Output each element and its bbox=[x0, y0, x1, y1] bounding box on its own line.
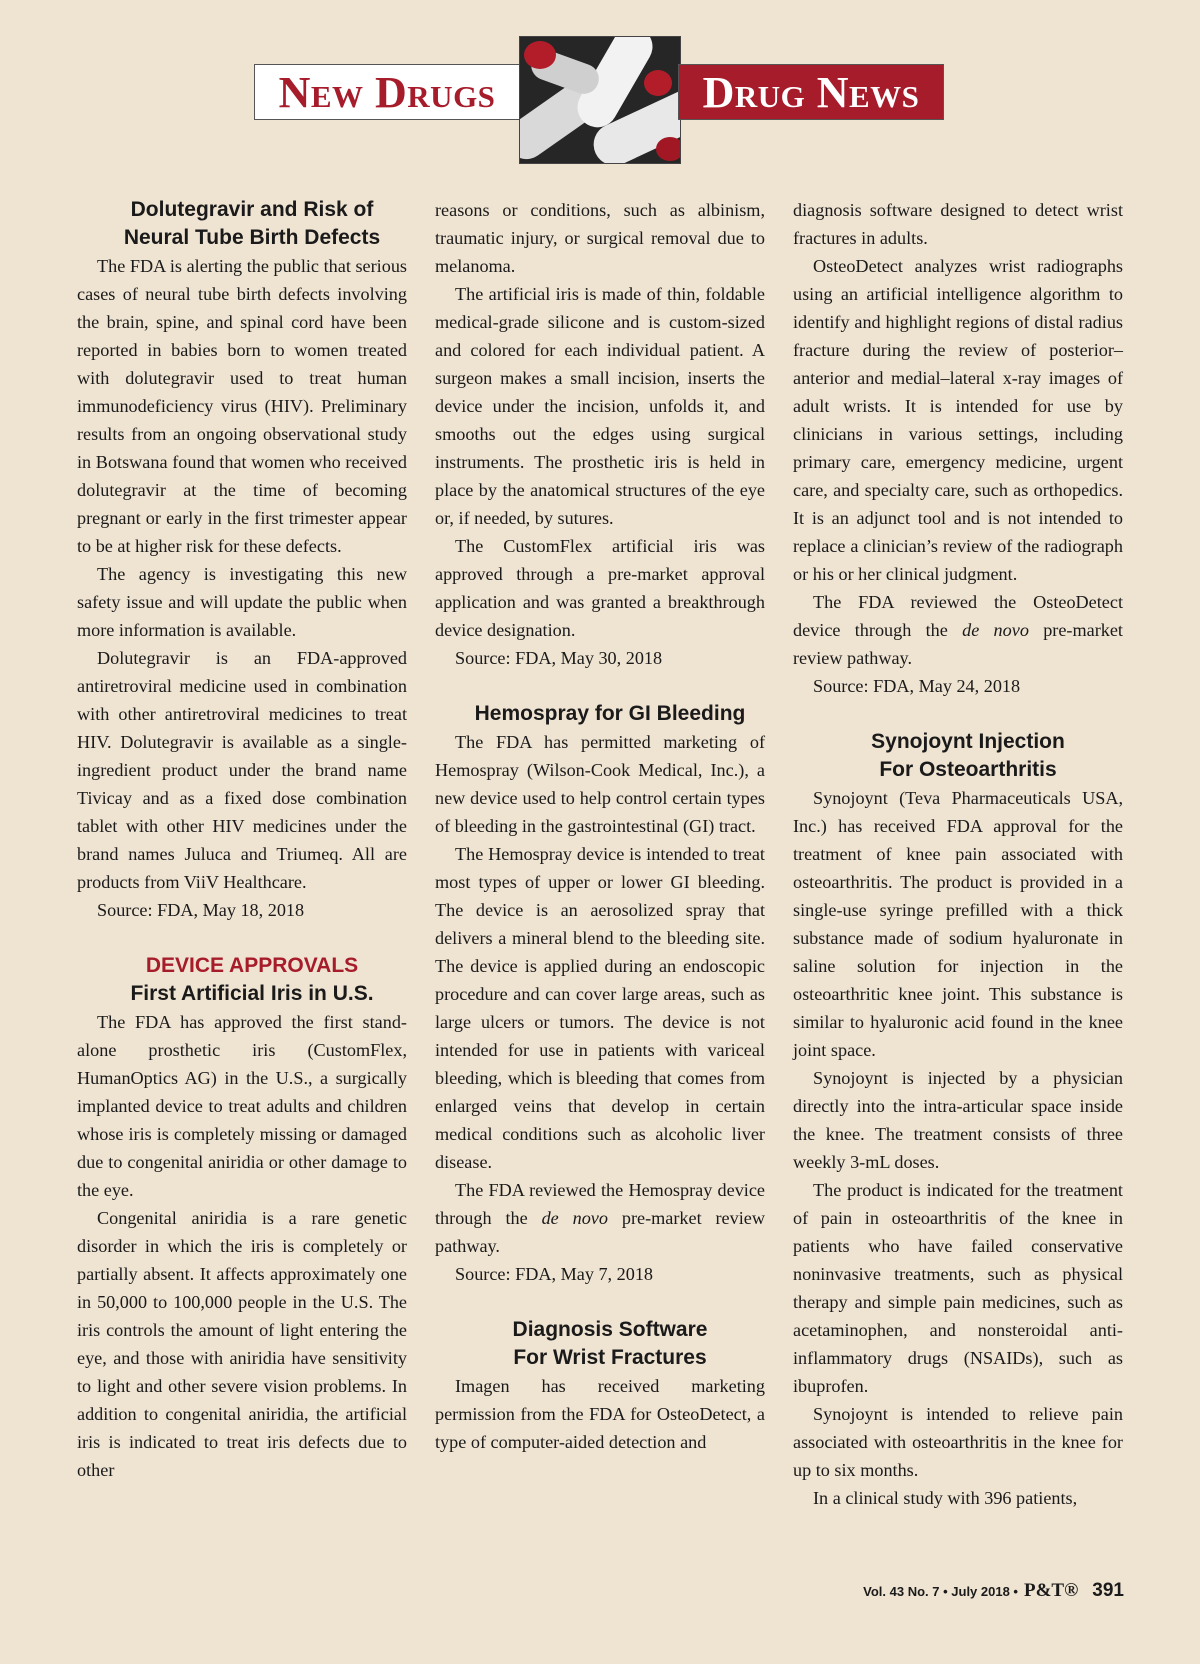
heading-synojoynt-line2: For Osteoarthritis bbox=[879, 758, 1057, 781]
text: The FDA reviewed the Hemospray device through the bbox=[435, 1180, 765, 1228]
page-footer bbox=[863, 1580, 1124, 1602]
drug-news-label: Drug News bbox=[678, 64, 944, 120]
page-number: 391 bbox=[1092, 1580, 1124, 1601]
source-line: Source: FDA, May 24, 2018 bbox=[813, 676, 1021, 696]
paragraph: The FDA is alerting the public that serious cases of neural tube birth defects involving the brain, spine, and spinal cord have been reported in babies born to women treated with dolutegravir used to treat human immunodeficiency virus (HIV). Preliminary results from an ongoing observational study in Botswana found that women who received dolutegravir at the time of becoming pregnant or early in the first trimester appear to be at higher risk for these defects. bbox=[77, 256, 407, 556]
heading-diagnosis-software-line2: For Wrist Fractures bbox=[513, 1346, 707, 1369]
new-drugs-label: New Drugs bbox=[254, 64, 520, 120]
column-3 bbox=[793, 196, 1123, 1512]
paragraph: The Hemospray device is intended to treat most types of upper or lower GI bleeding. The device is an aerosolized spray that delivers a mineral blend to the bleeding site. The device is applied during an endoscopic procedure and can cover large areas, such as large ulcers or tumors. The device is not intended for use in patients with variceal bleeding, which is bleeding that comes from enlarged veins that develop in certain medical conditions such as alcoholic liver disease. bbox=[435, 844, 765, 1172]
source-line: Source: FDA, May 30, 2018 bbox=[455, 648, 663, 668]
paragraph: Synojoynt (Teva Pharmaceuticals USA, Inc.) has received FDA approval for the treatment of knee pain associated with osteoarthritis. The product is provided in a single-use syringe prefilled with a thick substance made of sodium hyaluronate in saline solution for injection in the osteoarthritic knee joint. This substance is similar to hyaluronic acid found in the knee joint space. bbox=[793, 788, 1123, 1060]
paragraph: Congenital aniridia is a rare genetic disorder in which the iris is completely or partially absent. It affects approximately one in 50,000 to 100,000 people in the U.S. The iris controls the amount of light entering the eye, and those with aniridia have sensitivity to light and other severe vision problems. In addition to congenital aniridia, the artificial iris is indicated to treat iris defects due to other bbox=[77, 1208, 407, 1480]
column-2 bbox=[435, 196, 765, 1456]
issue-info: Vol. 43 No. 7 • July 2018 • bbox=[863, 1584, 1018, 1599]
paragraph: The artificial iris is made of thin, foldable medical-grade silicone and is custom-sized and colored for each individual patient. A surgeon makes a small incision, inserts the device under the incision, unfolds it, and smooths out the edges using surgical instruments. The prosthetic iris is held in place by the anatomical structures of the eye or, if needed, by sutures. bbox=[435, 284, 765, 528]
paragraph: Synojoynt is injected by a physician directly into the intra-articular space inside the knee. The treatment consists of three weekly 3-mL doses. bbox=[793, 1068, 1123, 1172]
pills-illustration bbox=[520, 37, 681, 164]
text: The FDA reviewed the OsteoDetect device through the bbox=[793, 592, 1123, 640]
paragraph: The CustomFlex artificial iris was approved through a pre-market approval application and was granted a breakthrough device designation. bbox=[435, 536, 765, 640]
journal-name: P&T® bbox=[1023, 1580, 1079, 1601]
text-italic: de novo bbox=[962, 620, 1029, 640]
source-line: Source: FDA, May 18, 2018 bbox=[97, 900, 305, 920]
header-banner bbox=[0, 0, 1200, 170]
paragraph: Synojoynt is intended to relieve pain associated with osteoarthritis in the knee for up to six months. bbox=[793, 1404, 1123, 1480]
heading-hemospray: Hemospray for GI Bleeding bbox=[474, 702, 746, 725]
column-1 bbox=[77, 196, 407, 1484]
paragraph-de-novo bbox=[793, 588, 1123, 672]
text: pre-market review pathway. bbox=[793, 620, 1123, 668]
heading-synojoynt-line1: Synojoynt Injection bbox=[871, 730, 1065, 753]
heading-artificial-iris: First Artificial Iris in U.S. bbox=[130, 982, 374, 1005]
paragraph: The FDA has permitted marketing of Hemospray (Wilson-Cook Medical, Inc.), a new device used to help control certain types of bleeding in the gastrointestinal (GI) tract. bbox=[435, 732, 765, 836]
heading-diagnosis-software-line1: Diagnosis Software bbox=[512, 1318, 708, 1341]
paragraph: diagnosis software designed to detect wrist fractures in adults. bbox=[793, 200, 1123, 248]
paragraph: In a clinical study with 396 patients, bbox=[813, 1488, 1078, 1508]
heading-dolutegravir-line1: Dolutegravir and Risk of bbox=[130, 198, 374, 221]
paragraph: Dolutegravir is an FDA-approved antiretroviral medicine used in combination with other antiretroviral medicines to treat HIV. Dolutegravir is available as a single-ingredient product under the brand name Tivicay and as a fixed dose combination tablet with other HIV medicines under the brand names Juluca and Triumeq. All are products from ViiV Healthcare. bbox=[77, 648, 407, 892]
paragraph-de-novo bbox=[435, 1176, 765, 1260]
paragraph: reasons or conditions, such as albinism, traumatic injury, or surgical removal due to melanoma. bbox=[435, 200, 765, 276]
paragraph: The product is indicated for the treatment of pain in osteoarthritis of the knee in patients who have failed conservative noninvasive treatments, such as physical therapy and simple pain medicines, such as acetaminophen, and nonsteroidal anti-inflammatory drugs (NSAIDs), such as ibuprofen. bbox=[793, 1180, 1123, 1396]
paragraph: Imagen has received marketing permission from the FDA for OsteoDetect, a type of computer-aided detection and bbox=[435, 1376, 765, 1452]
paragraph: The FDA has approved the first stand-alone prosthetic iris (CustomFlex, HumanOptics AG) in the U.S., a surgically implanted device to treat adults and children whose iris is completely missing or damaged due to congenital aniridia or other damage to the eye. bbox=[77, 1012, 407, 1200]
source-line: Source: FDA, May 7, 2018 bbox=[455, 1264, 654, 1284]
heading-dolutegravir-line2: Neural Tube Birth Defects bbox=[123, 226, 381, 249]
text: pre-market review pathway. bbox=[435, 1208, 765, 1256]
paragraph: The agency is investigating this new safety issue and will update the public when more information is available. bbox=[77, 564, 407, 640]
pills-photo bbox=[519, 36, 681, 164]
section-heading-device-approvals: DEVICE APPROVALS bbox=[145, 954, 359, 977]
text-italic: de novo bbox=[541, 1208, 608, 1228]
paragraph: OsteoDetect analyzes wrist radiographs using an artificial intelligence algorithm to identify and highlight regions of distal radius fracture during the review of posterior–anterior and medial–lateral x-ray images of adult wrists. It is intended for use by clinicians in various settings, including primary care, emergency medicine, urgent care, and specialty care, such as orthopedics. It is an adjunct tool and is not intended to replace a clinician’s review of the radiograph or his or her clinical judgment. bbox=[793, 256, 1123, 584]
